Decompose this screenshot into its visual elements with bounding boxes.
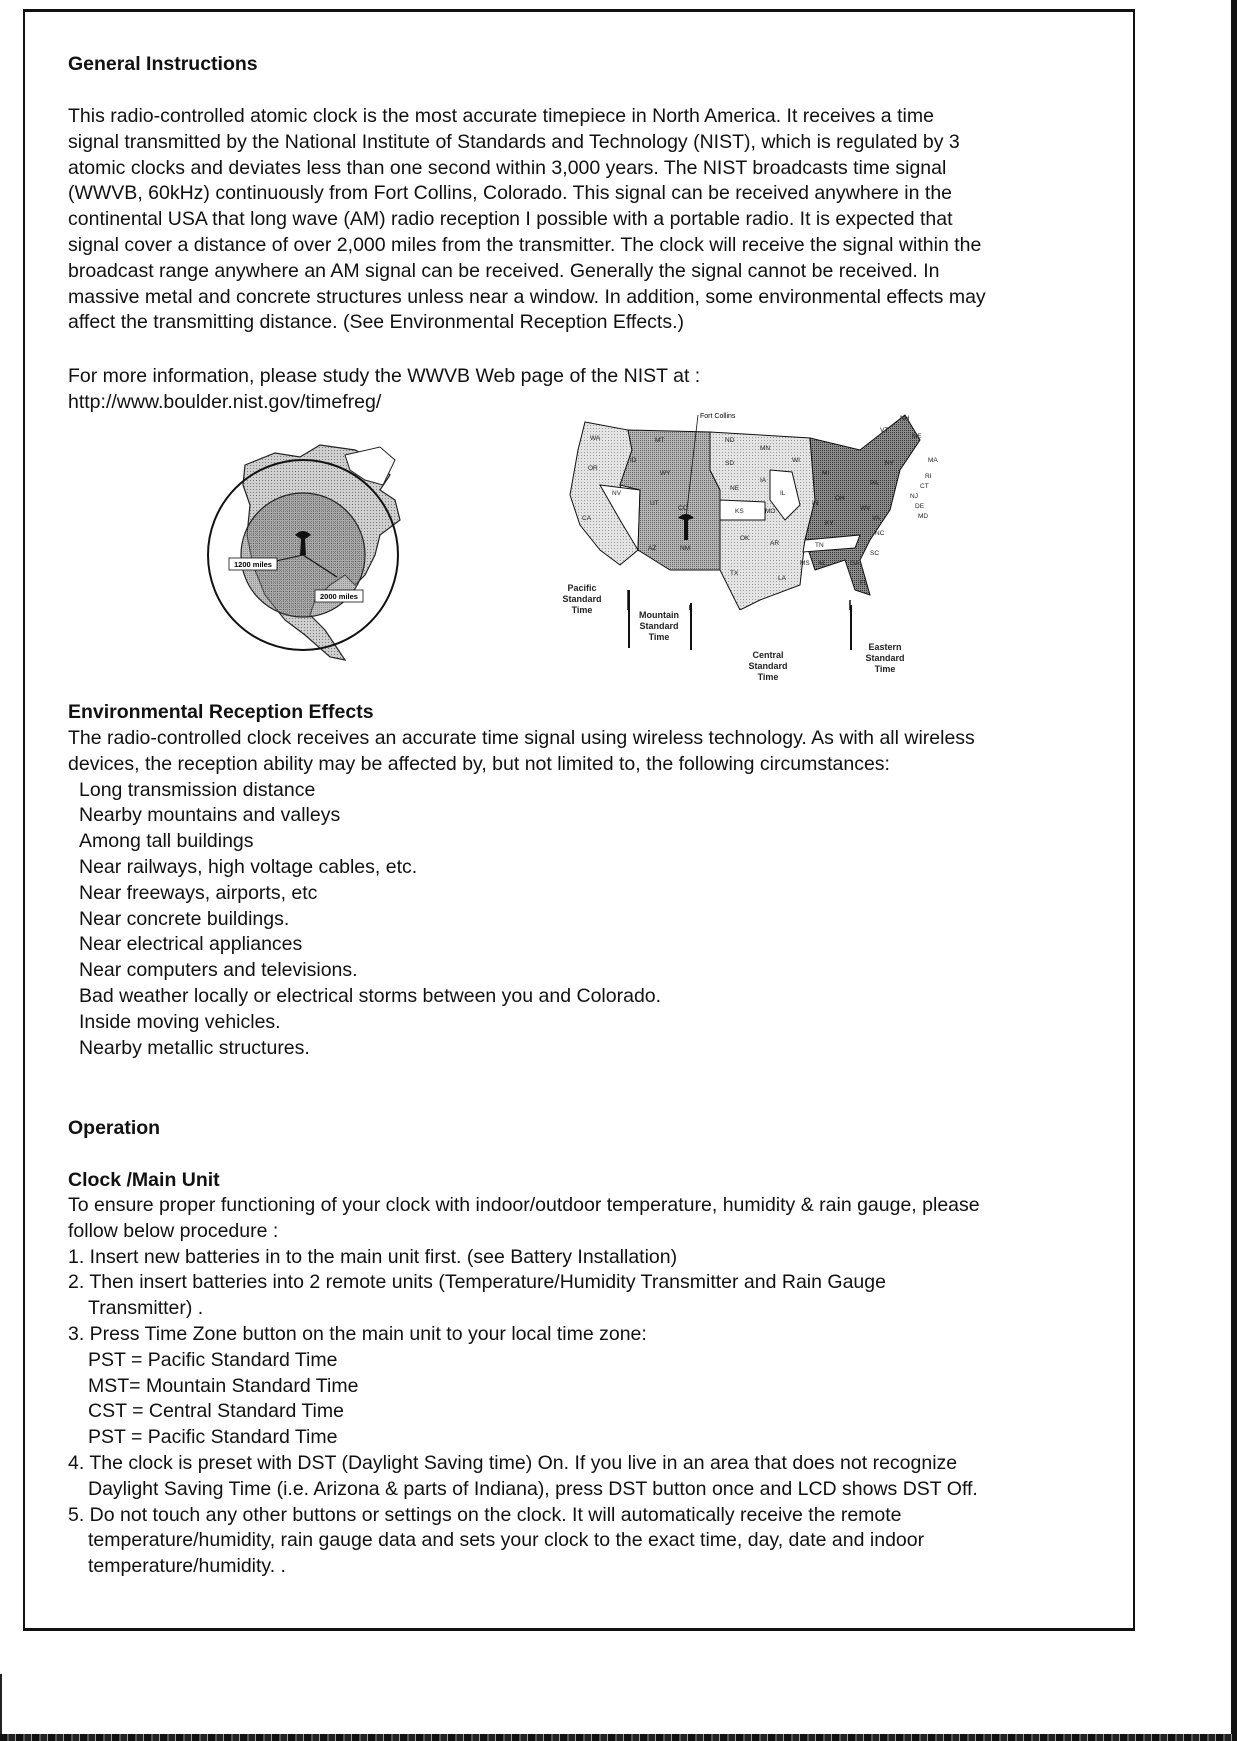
step-5-cont: temperature/humidity, rain gauge data and sets your clock to the exact time, day, date and indoor <box>88 1529 925 1552</box>
svg-text:SD: SD <box>725 460 735 467</box>
timezone-mst: MST= Mountain Standard Time <box>88 1374 359 1397</box>
paragraph-line: signal cover a distance of over 2,000 miles from the transmitter. The clock will receive the signal within the <box>68 233 982 256</box>
scan-edge-right <box>1231 0 1237 1741</box>
svg-text:ID: ID <box>630 457 637 464</box>
svg-text:GA: GA <box>850 560 860 567</box>
list-item: Nearby metallic structures. <box>79 1036 310 1059</box>
svg-text:ME: ME <box>912 433 922 440</box>
svg-text:IN: IN <box>812 500 819 507</box>
list-item: Near railways, high voltage cables, etc. <box>79 855 418 878</box>
zone-line: Standard <box>748 661 788 671</box>
step-3: 3. Press Time Zone button on the main unit to your local time zone: <box>68 1322 647 1345</box>
svg-text:MA: MA <box>928 457 938 464</box>
timezone-cst: CST = Central Standard Time <box>88 1400 344 1423</box>
more-info <box>68 364 1128 416</box>
svg-text:AR: AR <box>770 540 780 547</box>
svg-text:KY: KY <box>825 520 834 527</box>
intro-line: devices, the reception ability may be affected by, but not limited to, the following circumstances: <box>68 752 890 775</box>
general-instructions-paragraph <box>68 104 1128 336</box>
svg-text:DE: DE <box>915 503 925 510</box>
zone-label-mountain <box>630 610 688 643</box>
list-item: Inside moving vehicles. <box>79 1010 281 1033</box>
svg-text:NH: NH <box>900 415 910 422</box>
svg-text:LA: LA <box>778 575 786 582</box>
svg-text:OH: OH <box>835 495 845 502</box>
zone-label-pacific <box>552 583 612 616</box>
zone-line: Time <box>571 605 593 615</box>
list-item: Nearby mountains and valleys <box>79 804 341 827</box>
zone-line: Standard <box>562 594 602 604</box>
svg-text:TN: TN <box>815 542 824 549</box>
svg-text:NC: NC <box>875 530 885 537</box>
environmental-heading: Environmental Reception Effects <box>68 701 374 723</box>
timezone-pst: PST = Pacific Standard Time <box>88 1348 338 1371</box>
timezone-pst-2: PST = Pacific Standard Time <box>88 1426 338 1449</box>
zone-line: Time <box>757 672 779 682</box>
nist-url-link[interactable]: http://www.boulder.nist.gov/timefreg/ <box>68 390 382 413</box>
intro-line: To ensure proper functioning of your clock with indoor/outdoor temperature, humidity & rain gauge, please <box>68 1194 980 1216</box>
svg-text:NV: NV <box>612 490 622 497</box>
list-item: Bad weather locally or electrical storms between you and Colorado. <box>79 984 662 1007</box>
step-4: 4. The clock is preset with DST (Daylight Saving time) On. If you live in an area that does not recognize <box>68 1451 958 1474</box>
svg-text:AL: AL <box>818 560 826 567</box>
svg-text:MD: MD <box>918 513 929 520</box>
zone-divider <box>850 605 852 650</box>
zone-divider <box>690 603 692 650</box>
svg-text:CT: CT <box>920 483 929 490</box>
svg-text:OK: OK <box>740 535 750 542</box>
svg-text:WI: WI <box>792 457 800 464</box>
svg-text:RI: RI <box>925 473 932 480</box>
paragraph-line: This radio-controlled atomic clock is the most accurate timepiece in North America. It receives a time <box>68 105 934 127</box>
intro-line: follow below procedure : <box>68 1219 279 1242</box>
svg-text:SC: SC <box>870 550 880 557</box>
fort-collins-label: Fort Collins <box>700 413 736 420</box>
paragraph-line: continental USA that long wave (AM) radio reception I possible with a portable radio. It is expected that <box>68 208 953 231</box>
svg-text:KS: KS <box>735 508 744 515</box>
svg-text:FL: FL <box>860 580 868 587</box>
time-zone-map-svg <box>560 410 945 610</box>
zone-line: Time <box>648 632 670 642</box>
list-item: Near electrical appliances <box>79 933 303 956</box>
time-zone-map <box>560 410 945 695</box>
svg-text:AZ: AZ <box>648 545 657 552</box>
svg-text:IL: IL <box>780 490 786 497</box>
svg-text:MI: MI <box>822 470 830 477</box>
list-item: Near freeways, airports, etc <box>79 881 318 904</box>
list-item: Long transmission distance <box>79 778 316 801</box>
zone-line: Time <box>874 664 896 674</box>
svg-text:NY: NY <box>885 460 895 467</box>
svg-text:MO: MO <box>765 508 776 515</box>
operation-section <box>68 1193 1128 1580</box>
svg-text:ND: ND <box>725 437 735 444</box>
paragraph-line: massive metal and concrete structures unless near a window. In addition, some environmental effects may <box>68 285 986 308</box>
step-4-cont: Daylight Saving Time (i.e. Arizona & parts of Indiana), press DST button once and LCD shows DST Off. <box>88 1477 978 1500</box>
zone-line: Standard <box>639 621 679 631</box>
svg-text:WA: WA <box>590 435 601 442</box>
svg-text:CO: CO <box>678 505 688 512</box>
svg-text:NJ: NJ <box>910 493 918 500</box>
scan-edge-bottom <box>0 1734 1237 1741</box>
zone-line: Central <box>752 650 784 660</box>
paragraph-line: atomic clocks and deviates less than one second within 3,000 years. The NIST broadcasts time signal <box>68 156 947 179</box>
svg-text:MS: MS <box>800 560 810 567</box>
outer-range-label: 2000 miles <box>320 592 358 601</box>
zone-line: Eastern <box>868 642 902 652</box>
environmental-section <box>68 726 1128 1061</box>
list-item: Near computers and televisions. <box>79 959 358 982</box>
step-2-cont: Transmitter) . <box>88 1297 204 1320</box>
inner-range-label: 1200 miles <box>234 560 272 569</box>
list-item: Among tall buildings <box>79 830 254 853</box>
list-item: Near concrete buildings. <box>79 907 290 930</box>
svg-text:CA: CA <box>582 515 592 522</box>
paragraph-line: affect the transmitting distance. (See Environmental Reception Effects.) <box>68 311 685 334</box>
step-2: 2. Then insert batteries into 2 remote units (Temperature/Humidity Transmitter and Rain Gauge <box>68 1271 886 1294</box>
general-instructions-heading: General Instructions <box>68 53 258 75</box>
zone-label-eastern <box>855 642 915 675</box>
svg-text:VT: VT <box>880 427 889 434</box>
svg-text:MT: MT <box>655 437 665 444</box>
svg-text:IA: IA <box>760 477 767 484</box>
svg-text:NE: NE <box>730 485 740 492</box>
svg-text:VA: VA <box>872 515 881 522</box>
paragraph-line: broadcast range anywhere an AM signal can be received. Generally the signal cannot be received. In <box>68 259 940 282</box>
more-info-text: For more information, please study the WWVB Web page of the NIST at : <box>68 365 701 387</box>
clock-main-unit-subheading: Clock /Main Unit <box>68 1169 220 1191</box>
paragraph-line: signal transmitted by the National Institute of Standards and Technology (NIST), which is regulated by 3 <box>68 130 960 153</box>
svg-text:WV: WV <box>860 505 871 512</box>
signal-range-map <box>205 435 440 675</box>
paragraph-line: (WWVB, 60kHz) continuously from Fort Collins, Colorado. This signal can be received anywhere in the <box>68 182 953 205</box>
svg-text:OR: OR <box>588 465 598 472</box>
svg-text:MN: MN <box>760 445 771 452</box>
svg-text:UT: UT <box>650 500 659 507</box>
zone-line: Pacific <box>567 583 597 593</box>
svg-text:WY: WY <box>660 470 671 477</box>
svg-text:PA: PA <box>870 480 879 487</box>
step-5-cont: temperature/humidity. . <box>88 1555 286 1578</box>
operation-heading: Operation <box>68 1117 161 1139</box>
signal-range-map-svg <box>205 435 440 675</box>
zone-label-central <box>738 650 798 683</box>
zone-line: Mountain <box>639 610 679 620</box>
zone-line: Standard <box>865 653 905 663</box>
svg-text:NM: NM <box>680 545 691 552</box>
step-5: 5. Do not touch any other buttons or settings on the clock. It will automatically receive the remote <box>68 1503 902 1526</box>
intro-line: The radio-controlled clock receives an accurate time signal using wireless technology. As with all wireless <box>68 727 975 749</box>
scan-edge-left <box>0 1674 2 1741</box>
step-1: 1. Insert new batteries in to the main unit first. (see Battery Installation) <box>68 1245 678 1268</box>
svg-text:TX: TX <box>730 570 739 577</box>
